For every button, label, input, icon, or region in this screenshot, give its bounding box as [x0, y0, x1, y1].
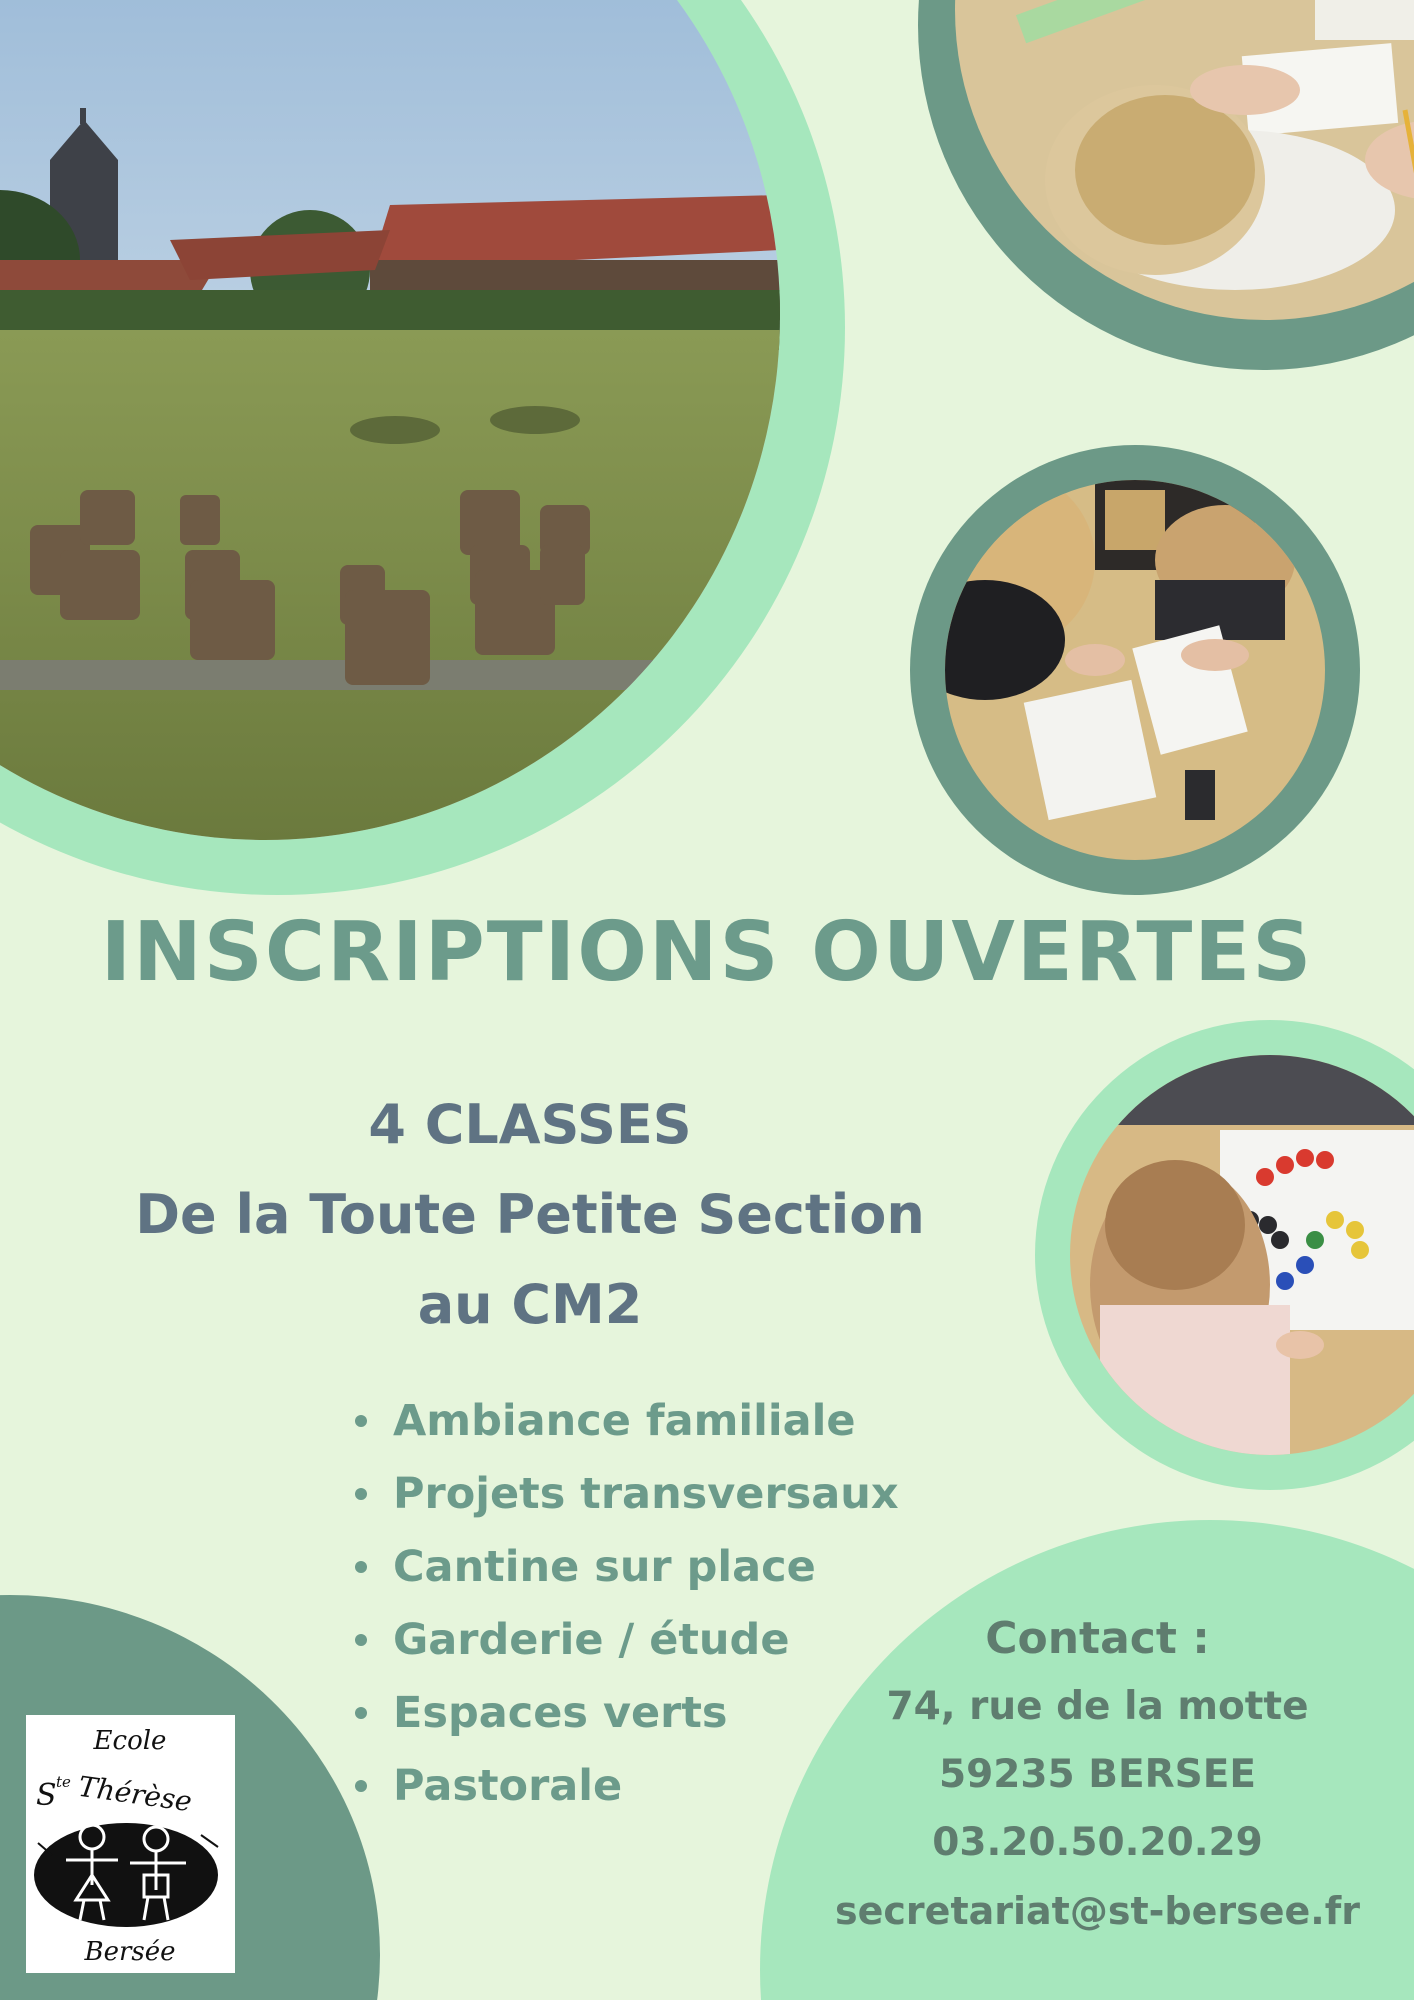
logo-saint-sup: te	[56, 1773, 71, 1791]
contact-email[interactable]: secretariat@st-bersee.fr	[835, 1889, 1360, 1933]
logo-name: Thérèse	[76, 1769, 194, 1819]
bullet-icon	[355, 1415, 367, 1427]
list-item	[355, 1384, 899, 1457]
bullet-icon	[355, 1634, 367, 1646]
feature-label: Espaces verts	[393, 1687, 728, 1738]
contact-city: 59235 BERSEE	[938, 1752, 1257, 1797]
feature-label: Garderie / étude	[393, 1614, 790, 1665]
bullet-icon	[355, 1561, 367, 1573]
list-item	[355, 1530, 899, 1603]
bullet-icon	[355, 1707, 367, 1719]
feature-label: Ambiance familiale	[393, 1395, 856, 1446]
classes-block	[70, 1080, 990, 1350]
contact-phone[interactable]: 03.20.50.20.29	[932, 1820, 1263, 1865]
classes-count: 4 CLASSES	[368, 1093, 692, 1156]
contact-address: 74, rue de la motte	[886, 1684, 1309, 1729]
school-logo	[26, 1715, 235, 1973]
logo-saint: S	[36, 1778, 57, 1813]
bullet-icon	[355, 1780, 367, 1792]
classes-range-start: De la Toute Petite Section	[135, 1183, 925, 1246]
list-item	[355, 1457, 899, 1530]
contact-title: Contact :	[985, 1613, 1210, 1664]
page-title: INSCRIPTIONS OUVERTES	[100, 905, 1314, 1000]
children-working-photo	[945, 480, 1325, 860]
logo-town: Bersée	[84, 1937, 176, 1967]
feature-label: Pastorale	[393, 1760, 623, 1811]
feature-label: Projets transversaux	[393, 1468, 899, 1519]
logo-line1: Ecole	[93, 1726, 167, 1756]
contact-block	[790, 1605, 1405, 1945]
bullet-icon	[355, 1488, 367, 1500]
feature-label: Cantine sur place	[393, 1541, 816, 1592]
classes-range-end: au CM2	[417, 1273, 643, 1336]
